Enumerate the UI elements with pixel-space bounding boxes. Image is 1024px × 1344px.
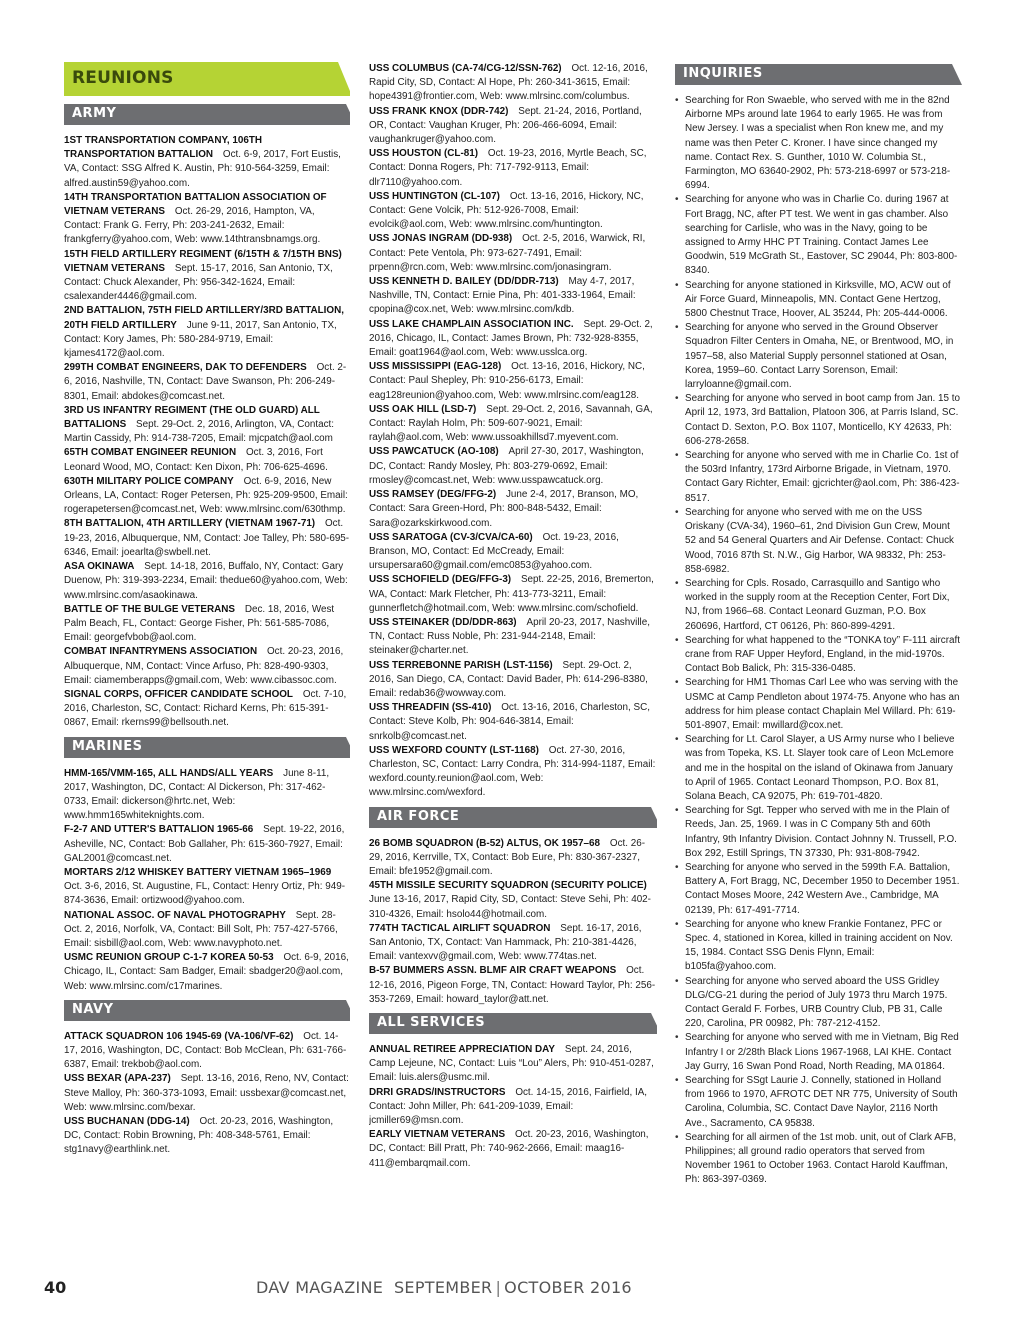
reunion-details: Oct. 6-9, 2017, Fort Eustis, VA, Contact: SSG Alfred K. Austin, Ph: 910-564-3259, Email: alfred.austin59@yahoo.com. (64, 149, 341, 189)
reunion-name: USS SARATOGA (CV-3/CVA/CA-60) (369, 531, 533, 543)
reunion-details: Oct. 26-29, 2016, Hampton, VA, Contact: Frank G. Ferry, Ph: 203-241-2632, Email: frankgferry@yahoo.com, Web: www.14thtransbnamgs.org. (64, 206, 321, 246)
page-footer (0, 1275, 1024, 1305)
reunion-details: Oct. 3-6, 2016, St. Augustine, FL, Contact: Henry Ortiz, Ph: 949-874-3636, Email: ortizwood@yahoo.com. (64, 881, 346, 907)
reunion-entry (369, 318, 657, 361)
reunion-name: 1ST TRANSPORTATION COMPANY, 106TH TRANSPORTATION BATTALION (64, 135, 263, 161)
reunion-details: Dec. 18, 2016, West Palm Beach, FL, Contact: George Fisher, Ph: 561-585-7086, Email: georgefvbob@aol.com. (64, 603, 335, 644)
reunion-entry (369, 190, 657, 233)
reunion-details: April 27-30, 2017, Washington, DC, Contact: Randy Mosley, Ph: 803-279-0692, Email: rmosley@comcast.net, Web: www.usspawcatuck.org. (369, 446, 644, 486)
reunion-name: USS KENNETH D. BAILEY (DD/DDR-713) (369, 276, 559, 288)
reunion-entry (369, 232, 657, 275)
reunion-details: Sept. 28-Oct. 2, 2016, Norfolk, VA, Contact: Bill Solt, Ph: 757-427-5766, Email: sisbill@aol.com, Web: www.navyphoto.net. (64, 909, 338, 949)
reunion-name: USS WEXFORD COUNTY (LST-1168) (369, 744, 539, 756)
reunion-name: USS PAWCATUCK (AO-108) (369, 446, 499, 458)
reunion-name: USS STEINAKER (DD/DDR-863) (369, 616, 517, 628)
reunion-entry (64, 361, 350, 404)
column-right (675, 62, 962, 1188)
reunion-entry (369, 147, 657, 190)
reunion-details: Oct. 26-29, 2016, Kerrville, TX, Contact: Bob Eure, Ph: 830-367-2327, Email: bfe1952@gmail.com. (369, 837, 646, 877)
page-number: 40 (44, 1278, 67, 1297)
inquiry-item (675, 733, 962, 804)
reunion-name: B-57 BUMMERS ASSN. BLMF AIR CRAFT WEAPONS (369, 965, 617, 977)
reunion-name: USS BUCHANAN (DDG-14) (64, 1116, 190, 1127)
reunion-name: USS RAMSEY (DEG/FFG-2) (369, 489, 497, 501)
reunion-name: USS MISSISSIPPI (EAG-128) (369, 361, 502, 373)
reunion-details: Oct. 2-6, 2016, Nashville, TN, Contact: Dave Swanson, Ph: 206-249-8301, Email: abdokes@comcast.net. (64, 362, 347, 402)
reunion-name: 299TH COMBAT ENGINEERS, DAK TO DEFENDERS (64, 362, 307, 374)
inquiry-text: Searching for Cpls. Rosado, Carrasquillo and Santigo who worked in the supply room at the Reception Center, Fort Dix, NJ, from 1966–68. Contact Leonard Guzman, P.O. Box 260696, Hartford, CT 06126, Ph: 860-899-4291. (685, 577, 950, 632)
reunion-name: 14TH TRANSPORTATION BATTALION ASSOCIATION OF VIETNAM VETERANS (64, 191, 327, 218)
reunion-name: EARLY VIETNAM VETERANS (369, 1129, 506, 1141)
reunion-details: Oct. 7-10, 2016, Charleston, SC, Contact: Richard Kerns, Ph: 615-391-0867, Email: rkerns99@bellsouth.net. (64, 688, 347, 729)
inquiry-item (675, 918, 962, 975)
reunion-details: Sept. 15-17, 2016, San Antonio, TX, Contact: Chuck Alexander, Ph: 956-342-1624, Email: csalexander4446@gmail.com. (64, 262, 333, 303)
reunion-name: 65TH COMBAT ENGINEER REUNION (64, 447, 237, 459)
reunion-entry (64, 304, 350, 361)
reunion-name: USS HUNTINGTON (CL-107) (369, 190, 500, 202)
bullet-icon: • (675, 393, 679, 405)
reunion-name: ASA OKINAWA (64, 561, 135, 573)
inquiry-item (675, 279, 962, 322)
inquiry-text: Searching for anyone who served with me on the USS Oriskany (CVA-34), 1960–61, 2nd Division Gun Crew, Mount 52 and 54 General Quarters and Air Defense. Contact: Chuck Wood, 7016 87th St. N.W., Gig Harbor, WA 98332, Ph: 253-858-6982. (685, 506, 954, 575)
bullet-icon: • (675, 95, 679, 106)
inquiry-text: Searching for anyone who was in Charlie Co. during 1967 at Fort Bragg, NC, after PT test. We went in gas chamber. Also searching for Carlisle, who was in the Navy, going to be assigned to Army HHC PT Training. Contact James Lee Goodwin, 519 McGrath St., Eastover, SC 29044, Ph: 803-800-8340. (685, 194, 958, 277)
reunion-entry (64, 688, 350, 731)
reunion-name: USS COLUMBUS (CA-74/CG-12/SSN-762) (369, 63, 562, 74)
reunion-entry (369, 62, 657, 105)
inquiry-item (675, 676, 962, 733)
issue-right: OCTOBER 2016 (504, 1278, 632, 1297)
reunion-details: Sept. 29-Oct. 2, 2016, Savannah, GA, Contact: Raylah Holm, Ph: 509-607-9021, Email: raylah@aol.com, Web: www.ussoakhillsd7.myevent.com. (369, 403, 653, 444)
reunion-entry (369, 922, 657, 965)
reunion-details: Sept. 29-Oct. 2, 2016, Chicago, IL, Contact: James Brown, Ph: 732-928-8355, Email: goat1964@aol.com, Web: www.usslca.org. (369, 318, 653, 359)
issue-separator: | (495, 1278, 502, 1297)
reunion-name: USS SCHOFIELD (DEG/FFG-3) (369, 574, 512, 586)
reunion-details: Oct. 13-16, 2016, Hickory, NC, Contact: Gene Volcik, Ph: 512-926-7008, Email: evolcik@aol.com, Web: www.mlrsinc.com/huntington. (369, 190, 644, 231)
reunion-details: Sept. 29-Oct. 2, 2016, San Diego, CA, Contact: David Bader, Ph: 614-296-8380, Email: redab36@wowway.com. (369, 659, 648, 699)
reunion-details: Sept. 13-16, 2016, Reno, NV, Contact: Steve Malloy, Ph: 360-373-1093, Email: ussbexar@comcast.net, Web: www.mlrsinc.com/bexar. (64, 1073, 349, 1113)
inquiry-item (675, 321, 962, 392)
reunion-entry (369, 1128, 657, 1171)
section-title: MARINES (72, 738, 143, 754)
reunion-name: USS OAK HILL (LSD-7) (369, 403, 477, 415)
inquiry-text: Searching for anyone who served in the 599th F.A. Battalion, Battery A, Fort Bragg, NC, December 1950 to December 1951. Contact Moses Moore, 242 Western Ave., Cambridge, MA 02139, Ph: 617-491-7714. (685, 861, 960, 916)
section-title: AIR FORCE (377, 808, 460, 824)
inquiry-text: Searching for anyone who served aboard the USS Gridley DLG/CG-21 during the period of July 1973 thru March 1975. Contact Gerald F. Forbes, URB Country Club, PB 31, Calle 220, Carolina, PR 00982, Ph: 787-212-4152. (685, 975, 948, 1030)
bullet-icon: • (675, 918, 679, 930)
reunion-name: USS TERREBONNE PARISH (LST-1156) (369, 659, 553, 671)
inquiry-item (675, 506, 962, 577)
reunion-details: June 8-11, 2017, Washington, DC, Contact: Al Dickerson, Ph: 317-462-0733, Email: dickerson@hrtc.net, Web: www.hmm165whiteknights.com. (64, 767, 330, 822)
reunion-entry (64, 767, 350, 824)
reunion-name: 26 BOMB SQUADRON (B-52) ALTUS, OK 1957–68 (369, 837, 601, 849)
reunion-name: USS THREADFIN (SS-410) (369, 702, 492, 714)
reunion-name: HMM-165/VMM-165, ALL HANDS/ALL YEARS (64, 767, 274, 779)
reunion-name: NATIONAL ASSOC. OF NAVAL PHOTOGRAPHY (64, 909, 286, 921)
inquiry-item (675, 1031, 962, 1074)
reunion-entry (64, 404, 350, 447)
reunion-entry (369, 616, 657, 659)
bullet-icon: • (675, 805, 679, 817)
reunion-details: Sept. 21-24, 2016, Portland, OR, Contact: Vaughan Kruger, Ph: 206-466-6094, Email: vaughankruger@yahoo.com. (369, 105, 642, 146)
inquiry-item (675, 634, 962, 677)
reunion-details: Oct. 20-23, 2016, Washington, DC, Contact: Robin Browning, Ph: 408-348-5761, Email: stg1navy@earthlink.net. (64, 1116, 334, 1156)
section-header-marines (64, 737, 350, 758)
inquiry-text: Searching for anyone who served in boot camp from Jan. 15 to April 12, 1973, 3rd Battalion, Platoon 306, at Parris Island, SC. Contact D. Sexton, P.O. Box 1107, Monticello, KY 42633, Ph: 606-278-2658. (685, 393, 961, 447)
reunion-entry (369, 1086, 657, 1129)
reunion-name: DRRI GRADS/INSTRUCTORS (369, 1086, 506, 1098)
inquiry-text: Searching for anyone who knew Frankie Fontanez, PFC or Spec. 4, stationed in Korea, killed in training accident on Nov. 15, 1984. Contact SSG Denis Flynn, Email: b105fa@yahoo.com. (685, 918, 953, 973)
reunion-details: Sept. 29-Oct. 2, 2016, Arlington, VA, Contact: Martin Cassidy, Ph: 914-738-7205, Email: mjcpatch@aol.com (64, 419, 335, 445)
reunion-entry (64, 951, 350, 994)
reunion-details: Oct. 19-23, 2016, Branson, MO, Contact: Ed McCready, Email: ursupersara60@gmail.com/emc0853@yahoo.com. (369, 531, 619, 572)
reunion-details: Oct. 12-16, 2016, Rapid City, SD, Contact: Al Hope, Ph: 260-341-3615, Email: hope4391@frontier.com, Web: www.mlrsinc.com/columbus. (369, 63, 648, 103)
inquiry-text: Searching for anyone who served with me in Charlie Co. 1st of the 503rd Infantry, 173rd Airborne Brigade, in Vietnam, 1970. Contact Gary Richter, Email: gjcrichter@aol.com, Ph: 386-423-8517. (685, 450, 960, 504)
reunion-name: 2ND BATTALION, 75TH FIELD ARTILLERY/3RD BATTALION, 20TH FIELD ARTILLERY (64, 305, 344, 331)
reunion-entry (369, 879, 657, 922)
reunion-details: Oct. 13-16, 2016, Charleston, SC, Contact: Steve Kolb, Ph: 904-646-3814, Email: snrkolb@comcast.net. (369, 702, 650, 742)
reunion-details: Oct. 19-23, 2016, Albuquerque, NM, Contact: Joe Talley, Ph: 580-695-6346, Email: joearlta@swbell.net. (64, 518, 350, 558)
reunion-entry (369, 105, 657, 148)
reunion-name: F-2-7 AND UTTER'S BATTALION 1965-66 (64, 824, 254, 836)
inquiry-text: Searching for all airmen of the 1st mob. unit, out of Clark AFB, Philippines; all ground radio operators that served from November 1961 to October 1963. Contact Harold Kauffman, Ph: 863-397-0369. (685, 1131, 957, 1186)
reunion-entry (369, 744, 657, 801)
reunion-name: USS LAKE CHAMPLAIN ASSOCIATION INC. (369, 318, 574, 330)
inquiry-item (675, 1131, 962, 1188)
reunion-details: April 20-23, 2017, Nashville, TN, Contact: Russ Noble, Ph: 231-944-2148, Email: steinaker@charter.net. (369, 616, 650, 657)
navy-list-part1 (64, 1030, 350, 1158)
reunion-entry (369, 531, 657, 574)
army-list (64, 134, 350, 731)
inquiry-item (675, 94, 962, 193)
bullet-icon: • (675, 450, 679, 462)
reunion-entry (369, 403, 657, 446)
bullet-icon: • (675, 194, 679, 206)
reunion-name: USS JONAS INGRAM (DD-938) (369, 233, 513, 245)
section-header-army (64, 104, 350, 125)
reunion-details: Oct. 20-23, 2016, Albuquerque, NM, Contact: Vince Arfuso, Ph: 828-490-9303, Email: ciamemberapps@gmail.com, Web: www.cibassoc.com. (64, 646, 344, 686)
issue-left: SEPTEMBER (393, 1278, 493, 1297)
reunion-details: Oct. 13-16, 2016, Hickory, NC, Contact: Paul Shepley, Ph: 910-256-6173, Email: eag128reunion@yahoo.com, Web: www.mlrsinc.com/eag128. (369, 361, 645, 401)
reunion-name: USMC REUNION GROUP C-1-7 KOREA 50-53 (64, 952, 274, 964)
reunion-details: Oct. 20-23, 2016, Washington, DC, Contact: Bill Pratt, Ph: 740-962-2666, Email: maag16-411@embarqmail.com. (369, 1129, 649, 1169)
reunion-entry (64, 191, 350, 248)
bullet-icon: • (675, 1131, 679, 1143)
reunion-entry (64, 560, 350, 603)
section-header-navy (64, 1000, 350, 1021)
reunion-entry (64, 475, 350, 518)
reunion-entry (64, 1115, 350, 1158)
reunion-name: 630TH MILITARY POLICE COMPANY (64, 475, 234, 487)
bullet-icon: • (675, 677, 679, 689)
reunion-details: June 13-16, 2017, Rapid City, SD, Contact: Steve Sehi, Ph: 402-310-4326, Email: hsolo44@hotmail.com. (369, 894, 651, 920)
reunion-entry (369, 488, 657, 531)
inquiry-text: Searching for Lt. Carol Slayer, a US Army nurse who I believe was from Topeka, KS. Lt. Slayer took care of Leon McLemore and me in the hospital on the island of Okinawa from January to April of 1965. Contact Leonard Thompson, P.O. Box 81, Solana Beach, CA 92075, Ph: 619-701-4820. (685, 734, 955, 802)
reunion-entry (369, 837, 657, 880)
inquiry-text: Searching for anyone who served with me in Vietnam, Big Red Infantry I or 2/28th Black Lions 1967-1968, LAI KHE. Contact Jay Gurry, 16 Swan Pond Road, North Reading, MA 01864. (685, 1032, 959, 1072)
bullet-icon: • (675, 734, 679, 746)
column-left (64, 62, 350, 1158)
bullet-icon: • (675, 322, 679, 334)
inquiry-item (675, 392, 962, 449)
navy-list-part2 (369, 62, 657, 801)
reunion-entry (369, 360, 657, 403)
reunion-details: June 2-4, 2017, Branson, MO, Contact: Sara Green-Hord, Ph: 800-848-5432, Email: Sara@ozarkskirkwood.com. (369, 489, 639, 529)
bullet-icon: • (675, 577, 679, 589)
reunion-details: Sept. 14-18, 2016, Buffalo, NY, Contact: Gary Duenow, Ph: 319-393-2234, Email: thedue60@yahoo.com, Web: www.mlrsinc.com/asaokinawa. (64, 561, 348, 601)
reunion-name: COMBAT INFANTRYMENS ASSOCIATION (64, 646, 258, 658)
reunion-entry (64, 823, 350, 866)
reunion-entry (64, 134, 350, 191)
reunion-details: Sept. 24, 2016, Camp Lejeune, NC, Contact: Luis “Lou” Alers, Ph: 910-451-0287, Email: luis.alers@usmc.mil. (369, 1044, 654, 1084)
reunion-name: ATTACK SQUADRON 106 1945-69 (VA-106/VF-62) (64, 1030, 294, 1042)
inquiry-text: Searching for HM1 Thomas Carl Lee who was serving with the USMC at Camp Pendleton about 1974-75. Anyone who has an address for him please contact Chaplain Mel Willard. Ph: 619-501-8907, Email: mwillard@cox.net. (685, 677, 960, 731)
reunion-details: Oct. 3, 2016, Fort Leonard Wood, MO, Contact: Ken Dixon, Ph: 706-625-4696. (64, 447, 328, 473)
reunion-name: 3RD US INFANTRY REGIMENT (THE OLD GUARD) ALL BATTALIONS (64, 404, 320, 431)
reunion-entry (369, 275, 657, 318)
inquiry-item (675, 804, 962, 861)
inquiry-item (675, 193, 962, 278)
reunion-details: May 4-7, 2017, Nashville, TN, Contact: Ernie Pina, Ph: 401-333-1964, Email: cpopina@cox.net, Web: www.mlrsinc.com/kdb. (369, 276, 636, 316)
bullet-icon: • (675, 975, 679, 987)
bullet-icon: • (675, 1032, 679, 1044)
reunion-entry (64, 603, 350, 646)
reunion-details: Oct. 2-5, 2016, Warwick, RI, Contact: Pete Ventola, Ph: 973-627-7491, Email: prpenn@rcn.com, Web: www.mlrsinc.com/jonasingram. (369, 233, 646, 273)
reunion-entry (64, 517, 350, 560)
publication-name: DAV MAGAZINE (256, 1278, 384, 1297)
reunion-entry (64, 1072, 350, 1115)
reunion-name: ANNUAL RETIREE APPRECIATION DAY (369, 1044, 555, 1055)
reunions-title: REUNIONS (72, 68, 174, 88)
inquiry-text: Searching for SSgt Laurie J. Connelly, stationed in Holland from 1966 to 1970, AFROTC DET NR 775, University of South Carolina, Columbia, SC. Contact Dave Naylor, 2116 North Ave., Sacramento, CA 95838. (685, 1075, 958, 1129)
reunion-details: Oct. 14-17, 2016, Washington, DC, Contact: Bob McClean, Ph: 631-766-6387, Email: trekbob@aol.com. (64, 1030, 347, 1071)
section-title: ALL SERVICES (377, 1015, 486, 1030)
reunions-banner (64, 62, 350, 96)
reunion-entry (64, 248, 350, 305)
inquiry-item (675, 577, 962, 634)
reunion-details: Oct. 12-16, 2016, Pigeon Forge, TN, Contact: Howard Taylor, Ph: 256-353-7269, Email: howard_taylor@att.net. (369, 965, 656, 1005)
bullet-icon: • (675, 861, 679, 873)
reunion-entry (369, 964, 657, 1007)
publication-line (256, 1278, 632, 1297)
inquiry-item (675, 975, 962, 1032)
reunion-entry (64, 645, 350, 688)
inquiry-item (675, 1074, 962, 1131)
reunion-entry (369, 1043, 657, 1086)
reunion-details: Oct. 19-23, 2016, Myrtle Beach, SC, Contact: Donna Rogers, Ph: 717-792-9113, Email: dlr7110@yahoo.com. (369, 148, 647, 188)
reunion-entry (369, 445, 657, 488)
reunion-name: 774TH TACTICAL AIRLIFT SQUADRON (369, 922, 551, 934)
reunion-details: Sept. 16-17, 2016, San Antonio, TX, Contact: Van Hammack, Ph: 210-381-4426, Email: vantexvv@gmail.com, Web: www.774tas.net. (369, 922, 642, 963)
reunion-name: USS FRANK KNOX (DDR-742) (369, 105, 509, 117)
inquiry-item (675, 861, 962, 918)
bullet-icon: • (675, 634, 679, 646)
inquiry-text: Searching for anyone who served in the Ground Observer Squadron Filter Centers in Omaha, NE, or Brentwood, MO, in 1957–58, also Material Supply personnel stationed at Osan, Korea, 1959–60. Contact Larry Sorenson, Email: larryloanne@gmail.com. (685, 322, 954, 391)
reunion-details: Sept. 19-22, 2016, Asheville, NC, Contact: Bob Gallaher, Ph: 615-360-7927, Email: GAL2001@comcast.net. (64, 824, 345, 864)
bullet-icon: • (675, 506, 679, 518)
reunion-entry (64, 909, 350, 952)
inquiry-text: Searching for anyone stationed in Kirksville, MO, ACW out of Air Force Guard, Minneapolis, MN. Contact Gene Hertzog, 5800 Chestnut Trace, Hoover, AL 35244, Ph: 205-444-0006. (685, 279, 951, 320)
reunion-details: Oct. 27-30, 2016, Charleston, SC, Contact: Larry Condra, Ph: 314-994-1187, Email: wexford.county.reunion@aol.com, Web: www.mlrsinc.com/wexford. (369, 744, 656, 799)
all-services-list (369, 1043, 657, 1171)
section-title: NAVY (72, 1001, 114, 1017)
air-force-list (369, 837, 657, 1007)
marines-list (64, 767, 350, 994)
inquiry-text: Searching for Ron Swaeble, who served with me in the 82nd Airborne MPs around late 1964 to early 1965. He was from New Jersey. I was a specialist when Ron knew me, and my name was then Peter C. Kroner. I have since changed my name. Contact Rex. S. Gunther, 1010 W. Columbia St., Farmington, MO 63640-2902, Ph: 573-218-6997 or 573-218-6994. (685, 95, 951, 192)
inquiries-list (675, 94, 962, 1188)
reunion-name: 45TH MISSILE SECURITY SQUADRON (SECURITY POLICE) (369, 880, 647, 892)
reunion-name: BATTLE OF THE BULGE VETERANS (64, 603, 235, 615)
section-title: INQUIRIES (683, 66, 763, 81)
reunion-details: Oct. 6-9, 2016, Chicago, IL, Contact: Sam Badger, Email: sbadger20@aol.com, Web: www.mlrsinc.com/c17marines. (64, 952, 349, 992)
section-header-air-force (369, 807, 657, 828)
reunion-name: USS HOUSTON (CL-81) (369, 148, 479, 160)
inquiry-text: Searching for Sgt. Tepper who served with me in the Plain of Reeds, Jan. 25, 1969. I was in C Company 5th and 60th Infantry, 9th Infantry Division. Contact Johnny N. Trussell, P.O. Box 292, Estill Springs, TN 37330, Ph: 931-808-7942. (685, 805, 957, 859)
reunion-entry (369, 573, 657, 616)
reunion-details: Sept. 22-25, 2016, Bremerton, WA, Contact: Mark Fletcher, Ph: 413-773-3211, Email: gunnerfletch@hotmail.com, Web: www.mlrsinc.com/schofield. (369, 574, 654, 614)
inquiry-item (675, 449, 962, 506)
reunion-details: June 9-11, 2017, San Antonio, TX, Contact: Kory James, Ph: 580-284-9719, Email: kjames4172@aol.com. (64, 319, 337, 360)
bullet-icon: • (675, 279, 679, 291)
column-middle (369, 62, 657, 1171)
reunion-entry (369, 701, 657, 744)
reunion-entry (64, 446, 350, 474)
reunion-entry (64, 1030, 350, 1073)
reunion-entry (64, 866, 350, 909)
bullet-icon: • (675, 1075, 679, 1087)
reunion-details: Oct. 6-9, 2016, New Orleans, LA, Contact: Roger Petersen, Ph: 925-209-9500, Email: rogerapetersen@comcast.net, Web: www.mlrsinc.com/630thmp. (64, 475, 348, 516)
inquiry-text: Searching for what happened to the “TONKA toy” F-111 aircraft crane from RAF Upper Heyford, England, in the mid-1970s. Contact Bob Balick, Ph: 315-336-0485. (685, 634, 960, 675)
section-header-inquiries (675, 64, 962, 85)
reunion-details: Oct. 14-15, 2016, Fairfield, IA, Contact: John Miller, Ph: 641-209-1039, Email: jcmiller69@msn.com. (369, 1086, 648, 1127)
section-title: ARMY (72, 106, 117, 121)
section-header-all-services (369, 1013, 657, 1034)
reunion-name: USS BEXAR (APA-237) (64, 1073, 171, 1085)
reunion-name: 8TH BATTALION, 4TH ARTILLERY (VIETNAM 1967-71) (64, 518, 316, 530)
reunion-entry (369, 659, 657, 702)
reunion-name: 15TH FIELD ARTILLERY REGIMENT (6/15TH & 7/15TH BNS) VIETNAM VETERANS (64, 248, 342, 274)
reunion-name: SIGNAL CORPS, OFFICER CANDIDATE SCHOOL (64, 688, 293, 700)
reunion-name: MORTARS 2/12 WHISKEY BATTERY VIETNAM 1965–1969 (64, 866, 332, 878)
